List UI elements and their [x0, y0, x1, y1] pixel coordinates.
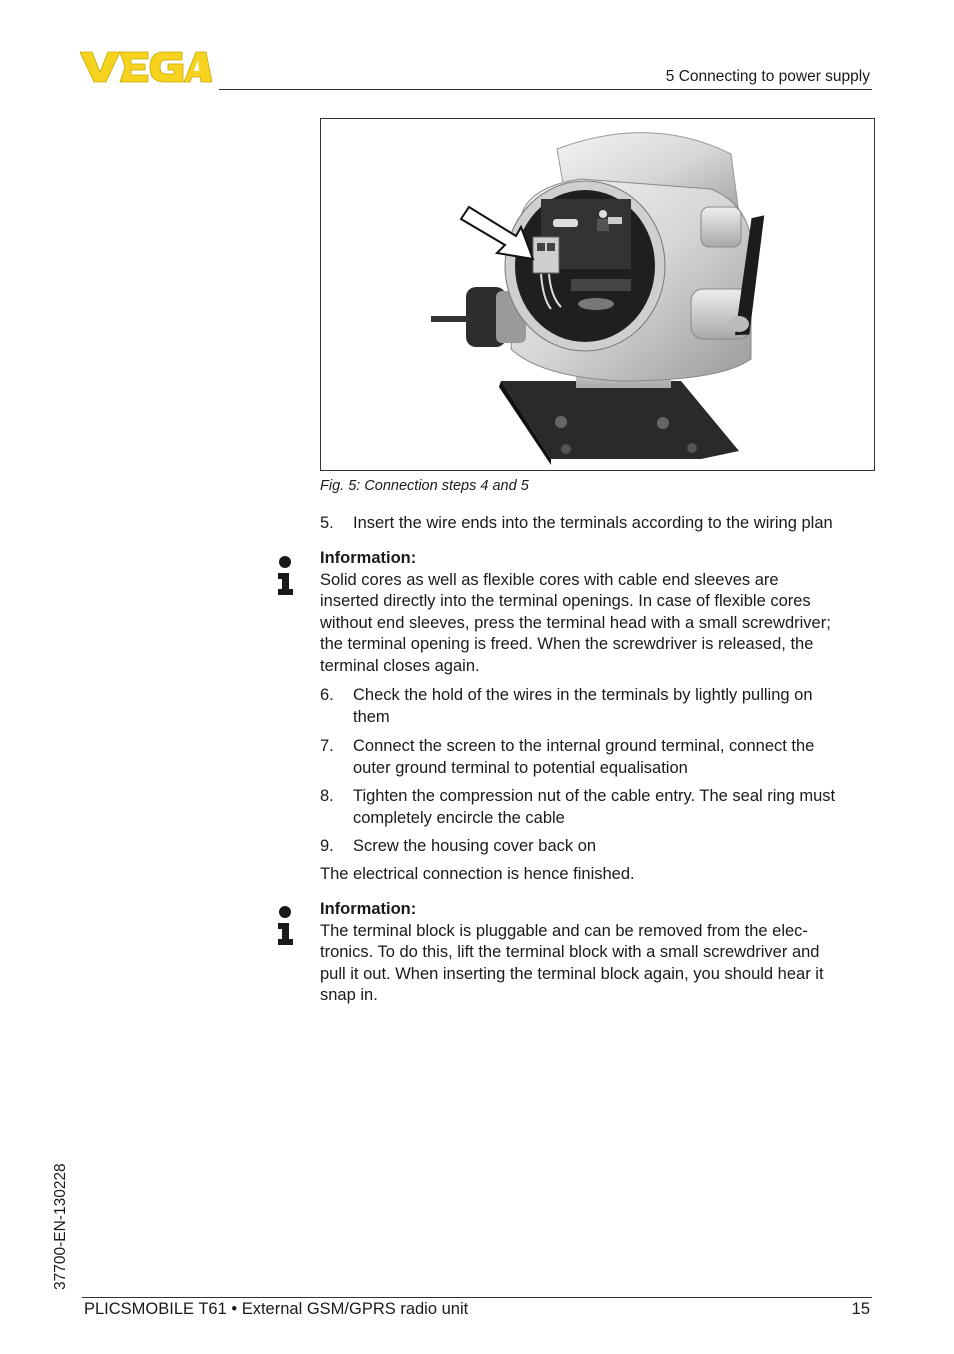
info-line: terminal closes again.	[320, 656, 480, 675]
vega-logo	[80, 50, 212, 84]
document-code: 37700-EN-130228	[52, 1163, 69, 1290]
step-line: Check the hold of the wires in the terminals by lightly pulling on	[353, 686, 813, 704]
figure-device-illustration	[320, 118, 875, 471]
info-line: Solid cores as well as flexible cores with cable end sleeves are	[320, 570, 779, 589]
step-number: 8.	[320, 787, 334, 805]
info-line: The terminal block is pluggable and can be removed from the elec-	[320, 921, 808, 940]
step-number: 6.	[320, 686, 334, 704]
info-note-1	[320, 548, 876, 678]
step-line: Tighten the compression nut of the cable entry. The seal ring must	[353, 787, 836, 805]
info-icon	[276, 556, 296, 596]
step-number: 7.	[320, 737, 334, 755]
page-number: 15	[851, 1300, 870, 1318]
step-line: Screw the housing cover back on	[353, 837, 597, 855]
info-line: inserted directly into the terminal openings. In case of flexible cores	[320, 592, 811, 611]
step-line: outer ground terminal to potential equalisation	[353, 758, 688, 777]
figure-caption: Fig. 5: Connection steps 4 and 5	[320, 478, 529, 494]
header-divider	[219, 89, 872, 90]
info-title: Information:	[320, 900, 417, 918]
footer-doc-title: PLICSMOBILE T61 • External GSM/GPRS radio unit	[84, 1300, 469, 1318]
step-line: completely encircle the cable	[353, 808, 565, 827]
info-line: the terminal opening is freed. When the screwdriver is released, the	[320, 635, 814, 654]
step-line: Connect the screen to the internal ground terminal, connect the	[353, 737, 815, 755]
section-title: 5 Connecting to power supply	[665, 68, 870, 85]
conclusion-text: The electrical connection is hence finished.	[320, 865, 635, 883]
step-number: 5.	[320, 514, 334, 532]
step-number: 9.	[320, 837, 334, 855]
info-line: pull it out. When inserting the terminal block again, you should hear it	[320, 964, 824, 983]
info-line: snap in.	[320, 986, 378, 1005]
info-line: without end sleeves, press the terminal head with a small screwdriver;	[320, 613, 831, 632]
info-note-2	[320, 899, 876, 1007]
step-text: Insert the wire ends into the terminals according to the wiring plan	[353, 514, 833, 532]
info-line: tronics. To do this, lift the terminal block with a small screwdriver and	[320, 943, 820, 962]
footer-divider	[82, 1297, 872, 1298]
step-line: them	[353, 707, 390, 726]
info-icon	[276, 906, 296, 946]
info-title: Information:	[320, 549, 417, 567]
